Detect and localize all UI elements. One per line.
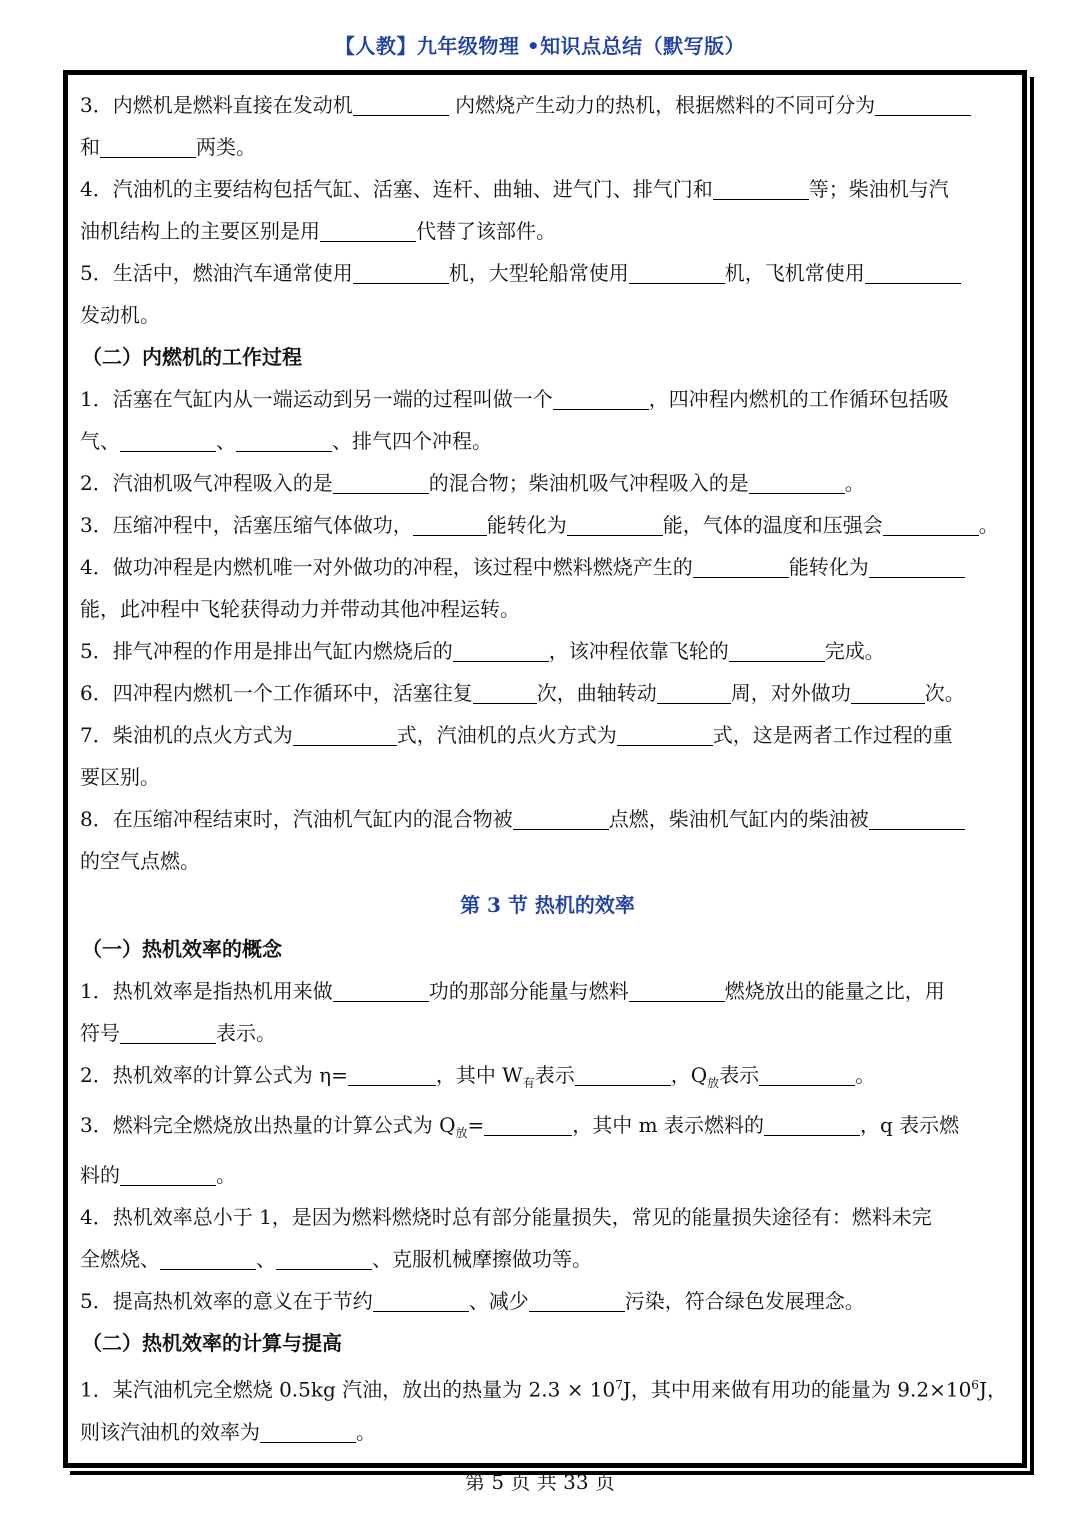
blank[interactable] xyxy=(348,1065,436,1086)
subscript: 放 xyxy=(455,1126,468,1140)
blank[interactable] xyxy=(713,179,809,200)
text-line xyxy=(80,798,1015,840)
text: = xyxy=(467,1113,485,1137)
blank[interactable] xyxy=(617,725,713,746)
text: 油机结构上的主要区别是用 xyxy=(80,219,320,243)
text: 。 xyxy=(356,1419,376,1444)
text: 的混合物；柴油机吸气冲程吸入的是 xyxy=(428,471,749,495)
blank[interactable] xyxy=(260,1422,356,1443)
blank[interactable] xyxy=(749,473,845,494)
blank[interactable] xyxy=(567,515,663,536)
text: 符号 xyxy=(80,1021,120,1045)
text: 。 xyxy=(978,513,999,537)
subheading: （一）热机效率的概念 xyxy=(82,937,282,961)
text: 6．四冲程内燃机一个工作循环中，活塞往复 xyxy=(80,681,473,705)
text-line xyxy=(80,1104,1015,1154)
blank[interactable] xyxy=(529,1291,625,1312)
blank[interactable] xyxy=(575,1065,671,1086)
subscript: 放 xyxy=(707,1076,720,1090)
text: 完成。 xyxy=(824,639,885,663)
page-footer: 第 5 页 共 33 页 xyxy=(465,1470,615,1494)
text-line xyxy=(80,970,1015,1012)
text: 则该汽油机的效率为 xyxy=(80,1419,260,1444)
text: 1．某汽油机完全燃烧 0.5kg 汽油，放出的热量为 2.3 × 10 xyxy=(80,1377,616,1402)
text: 3．燃料完全燃烧放出热量的计算公式为 Q xyxy=(80,1113,456,1137)
text: 5．生活中，燃油汽车通常使用 xyxy=(80,261,353,285)
text: 功的那部分能量与燃料 xyxy=(428,979,629,1003)
blank[interactable] xyxy=(865,263,961,284)
blank[interactable] xyxy=(869,809,965,830)
blank[interactable] xyxy=(851,683,925,704)
blank[interactable] xyxy=(120,431,216,452)
text: 要区别。 xyxy=(80,765,160,789)
text: 5．提高热机效率的意义在于节约 xyxy=(80,1289,373,1313)
superscript: 6 xyxy=(971,1378,979,1392)
text: 、 xyxy=(216,429,236,453)
text: J，其中用来做有用功的能量为 9.2×10 xyxy=(622,1377,972,1402)
text: 点燃，柴油机气缸内的柴油被 xyxy=(608,807,869,831)
text: 机，飞机常使用 xyxy=(724,261,865,285)
blank[interactable] xyxy=(883,515,979,536)
text: 机，大型轮船常使用 xyxy=(448,261,629,285)
text: 等；柴油机与汽 xyxy=(808,177,949,201)
text: ，q 表示燃 xyxy=(859,1113,960,1137)
text: ，Q xyxy=(670,1063,708,1087)
text: 气、 xyxy=(80,429,120,453)
page-header: 【人教】九年级物理 •知识点总结（默写版） xyxy=(334,34,746,58)
blank[interactable] xyxy=(333,981,429,1002)
text-line xyxy=(80,420,1015,462)
blank[interactable] xyxy=(513,809,609,830)
text: 能，气体的温度和压强会 xyxy=(662,513,883,537)
text: 表示 xyxy=(534,1063,575,1087)
text: 式，汽油机的点火方式为 xyxy=(396,723,617,747)
text-line xyxy=(80,756,1015,798)
text: 、减少 xyxy=(468,1289,529,1313)
text: ，其中 W xyxy=(435,1063,523,1087)
blank[interactable] xyxy=(373,1291,469,1312)
text-line xyxy=(80,1280,1015,1322)
text: 5．排气冲程的作用是排出气缸内燃烧后的 xyxy=(80,639,453,663)
text-line xyxy=(80,1364,1015,1411)
blank[interactable] xyxy=(693,557,789,578)
text-line xyxy=(80,252,1015,294)
blank[interactable] xyxy=(276,1249,372,1270)
text-line xyxy=(80,126,1015,168)
text-line xyxy=(80,462,1015,504)
subheading: （二）内燃机的工作过程 xyxy=(82,345,302,369)
text: 。 xyxy=(844,471,865,495)
text: 代替了该部件。 xyxy=(416,219,556,243)
blank[interactable] xyxy=(473,683,537,704)
text: ，该冲程依靠飞轮的 xyxy=(548,639,729,663)
text: 、克服机械摩擦做功等。 xyxy=(372,1247,592,1271)
blank[interactable] xyxy=(484,1115,572,1136)
text: 表示。 xyxy=(216,1021,276,1045)
blank[interactable] xyxy=(120,1165,216,1186)
text-line xyxy=(80,840,1015,882)
superscript: 7 xyxy=(615,1378,623,1392)
text-line xyxy=(80,672,1015,714)
text: 2．热机效率的计算公式为 η= xyxy=(80,1063,348,1087)
text: ，其中 m 表示燃料的 xyxy=(572,1113,764,1137)
text: 。 xyxy=(216,1163,236,1187)
blank[interactable] xyxy=(333,473,429,494)
text: 4．热机效率总小于 1，是因为燃料燃烧时总有部分能量损失，常见的能量损失途径有：燃料未完 xyxy=(80,1205,932,1229)
text-line xyxy=(80,504,1015,546)
text-line xyxy=(80,294,1015,336)
text: 3．压缩冲程中，活塞压缩气体做功， xyxy=(80,513,413,537)
text: 。 xyxy=(855,1063,876,1087)
text: 3．内燃机是燃料直接在发动机 xyxy=(80,93,353,117)
text: 能转化为 xyxy=(788,555,869,579)
text-line xyxy=(80,1154,1015,1196)
text: 的空气点燃。 xyxy=(80,849,200,873)
subscript: 有 xyxy=(522,1076,535,1090)
text-line xyxy=(80,168,1015,210)
blank[interactable] xyxy=(236,431,332,452)
subheading: （二）热机效率的计算与提高 xyxy=(82,1331,342,1355)
worksheet-content xyxy=(80,84,1015,1453)
text-line xyxy=(80,1411,1015,1453)
text: 表示 xyxy=(719,1063,760,1087)
text: 全燃烧、 xyxy=(80,1247,160,1271)
text: 4．做功冲程是内燃机唯一对外做功的冲程，该过程中燃料燃烧产生的 xyxy=(80,555,693,579)
text: 能转化为 xyxy=(486,513,567,537)
text: 2．汽油机吸气冲程吸入的是 xyxy=(80,471,333,495)
text-line xyxy=(80,630,1015,672)
blank[interactable] xyxy=(160,1249,256,1270)
text-line xyxy=(80,1238,1015,1280)
text-line xyxy=(80,588,1015,630)
section-title: 第 3 节 热机的效率 xyxy=(460,893,635,917)
text: ，四冲程内燃机的工作循环包括吸 xyxy=(648,387,949,411)
text: J， xyxy=(978,1377,1007,1402)
blank[interactable] xyxy=(353,95,449,116)
text: 能，此冲程中飞轮获得动力并带动其他冲程运转。 xyxy=(80,597,520,621)
text: 8．在压缩冲程结束时，汽油机气缸内的混合物被 xyxy=(80,807,513,831)
blank[interactable] xyxy=(657,683,731,704)
blank[interactable] xyxy=(100,137,196,158)
text-line xyxy=(80,1012,1015,1054)
blank[interactable] xyxy=(629,263,725,284)
blank[interactable] xyxy=(759,1065,855,1086)
text: 次。 xyxy=(924,681,965,705)
text: 和 xyxy=(80,135,100,159)
text: 式，这是两者工作过程的重 xyxy=(712,723,953,747)
text: 7．柴油机的点火方式为 xyxy=(80,723,293,747)
text-line xyxy=(80,1196,1015,1238)
blank[interactable] xyxy=(320,221,416,242)
blank[interactable] xyxy=(629,981,725,1002)
blank[interactable] xyxy=(875,95,971,116)
text-line xyxy=(80,546,1015,588)
text: 内燃烧产生动力的热机，根据燃料的不同可分为 xyxy=(448,93,876,117)
blank[interactable] xyxy=(120,1023,216,1044)
text: 周，对外做功 xyxy=(730,681,851,705)
text: 、 xyxy=(256,1247,276,1271)
blank[interactable] xyxy=(553,389,649,410)
blank[interactable] xyxy=(869,557,965,578)
text-line xyxy=(80,714,1015,756)
text: 料的 xyxy=(80,1163,120,1187)
blank[interactable] xyxy=(453,641,549,662)
text: 两类。 xyxy=(196,135,256,159)
text: 发动机。 xyxy=(80,303,160,327)
blank[interactable] xyxy=(353,263,449,284)
blank[interactable] xyxy=(413,515,487,536)
text-line xyxy=(80,210,1015,252)
blank[interactable] xyxy=(729,641,825,662)
text-line xyxy=(80,1054,1015,1104)
text: 、排气四个冲程。 xyxy=(332,429,492,453)
text: 4．汽油机的主要结构包括气缸、活塞、连杆、曲轴、进气门、排气门和 xyxy=(80,177,713,201)
text: 次，曲轴转动 xyxy=(536,681,657,705)
blank[interactable] xyxy=(293,725,397,746)
text: 燃烧放出的能量之比，用 xyxy=(724,979,945,1003)
blank[interactable] xyxy=(764,1115,860,1136)
text-line xyxy=(80,378,1015,420)
text: 污染，符合绿色发展理念。 xyxy=(624,1289,865,1313)
text: 1．热机效率是指热机用来做 xyxy=(80,979,333,1003)
text-line xyxy=(80,84,1015,126)
text: 1．活塞在气缸内从一端运动到另一端的过程叫做一个 xyxy=(80,387,553,411)
